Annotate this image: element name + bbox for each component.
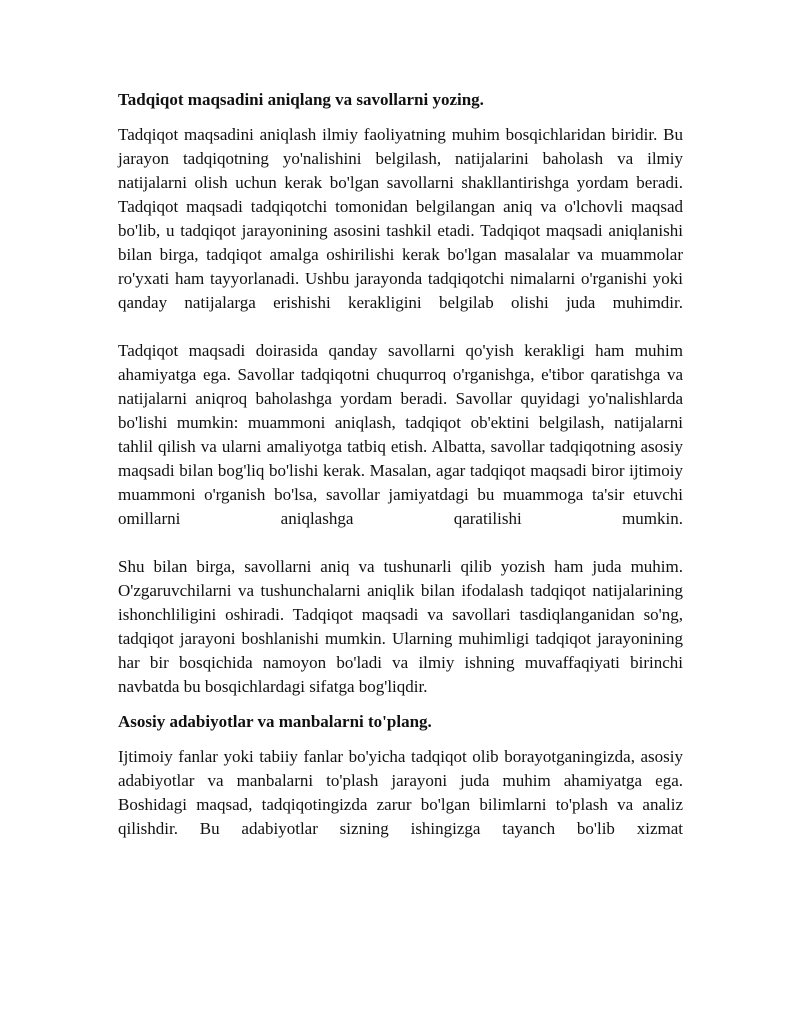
section-heading-research-goal: Tadqiqot maqsadini aniqlang va savollarni yozing. [118,90,484,109]
paragraph-clarity: Shu bilan birga, savollarni aniq va tushunarli qilib yozish ham juda muhim. O'zgaruvchilarni va tushunchalarni aniqlik bilan ifodalash tadqiqot natijalarining ishonchliligini oshiradi. Tadqiqot maqsadi va savollari tasdiqlanganidan so'ng, tadqiqot jarayoni boshlanishi mumkin. Ularning muhimligi tadqiqot jarayonining har bir bosqichida namoyon bo'ladi va ilmiy ishning muvaffaqiyati birinchi navbatda bu bosqichlardagi sifatga bog'liqdir. [118,557,683,696]
document-page [118,88,683,841]
paragraph-research-goal: Tadqiqot maqsadini aniqlash ilmiy faoliyatning muhim bosqichlaridan biridir. Bu jarayon tadqiqotning yo'nalishini belgilash, natijalarini baholash va ilmiy natijalarni olish uchun kerak bo'lgan savollarni shakllantirishga yordam beradi. Tadqiqot maqsadi tadqiqotchi tomonidan belgilangan aniq va o'lchovli maqsad bo'lib, u tadqiqot jarayonining asosini tashkil etadi. Tadqiqot maqsadi aniqlanishi bilan birga, tadqiqot amalga oshirilishi kerak bo'lgan masalalar va muammolar ro'yxati ham tayyorlanadi. Ushbu jarayonda tadqiqotchi nimalarni o'rganishi yoki qanday natijalarga erishishi kerakligini belgilab olishi juda muhimdir. [118,125,683,312]
paragraph-literature: Ijtimoiy fanlar yoki tabiiy fanlar bo'yicha tadqiqot olib borayotganingizda, asosiy adabiyotlar va manbalarni to'plash jarayoni juda muhim ahamiyatga ega. Boshidagi maqsad, tadqiqotingizda zarur bo'lgan bilimlarni to'plash va analiz qilishdir. Bu adabiyotlar sizning ishingizga tayanch bo'lib xizmat [118,747,683,838]
paragraph-research-questions: Tadqiqot maqsadi doirasida qanday savollarni qo'yish kerakligi ham muhim ahamiyatga ega. Savollar tadqiqotni chuqurroq o'rganishga, e'tibor qaratishga va natijalarni aniqroq baholashga yordam beradi. Savollar quyidagi yo'nalishlarda bo'lishi mumkin: muammoni aniqlash, tadqiqot ob'ektini belgilash, natijalarni tahlil qilish va ularni amaliyotga tatbiq etish. Albatta, savollar tadqiqotning asosiy maqsadi bilan bog'liq bo'lishi kerak. Masalan, agar tadqiqot maqsadi biror ijtimoiy muammoni o'rganish bo'lsa, savollar jamiyatdagi bu muammoga ta'sir etuvchi omillarni aniqlashga qaratilishi mumkin. [118,341,683,528]
section-heading-literature: Asosiy adabiyotlar va manbalarni to'plang. [118,712,432,731]
